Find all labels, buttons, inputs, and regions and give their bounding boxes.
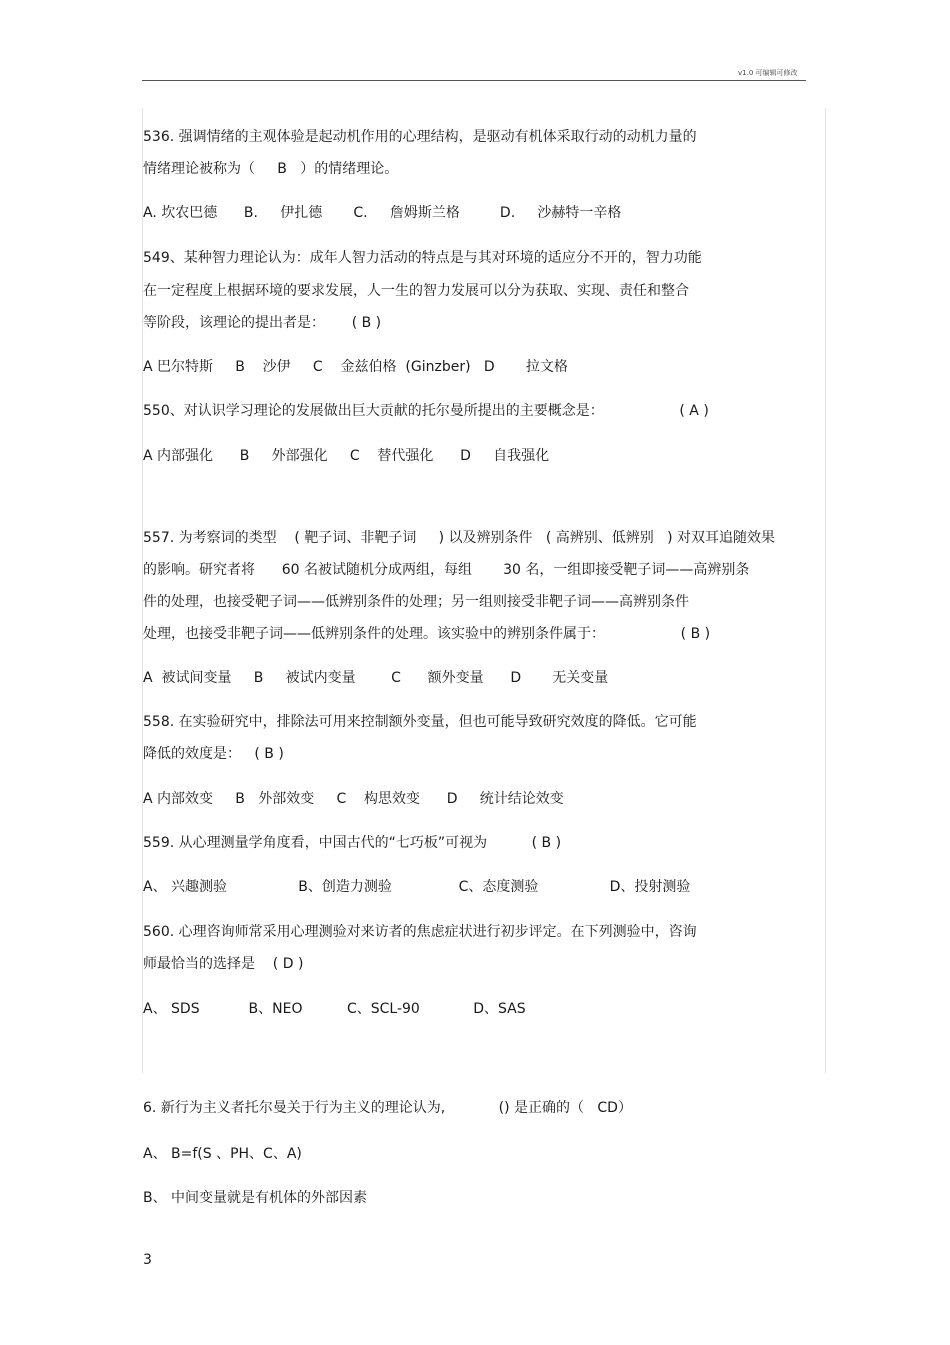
right-margin-rule xyxy=(825,108,826,1073)
text-line: A、 B=f(S 、PH、C、A) xyxy=(143,1146,302,1162)
text-line: A 巴尔特斯 B 沙伊 C 金兹伯格 (Ginzber) D 拉文格 xyxy=(143,359,568,375)
text-line: 降低的效度是： ( B ) xyxy=(143,746,284,762)
text-line: B、 中间变量就是有机体的外部因素 xyxy=(143,1190,368,1206)
text-line: 情绪理论被称为（ B ）的情绪理论。 xyxy=(143,161,399,177)
text-line: 6. 新行为主义者托尔曼关于行为主义的理论认为, () 是正确的（ CD） xyxy=(143,1100,632,1116)
text-line: A 内部效变 B 外部效变 C 构思效变 D 统计结论效变 xyxy=(143,791,564,807)
text-line: A. 坎农巴德 B. 伊扎德 C. 詹姆斯兰格 D. 沙赫特一辛格 xyxy=(143,205,622,221)
text-line: 处理，也接受非靶子词——低辨别条件的处理。该实验中的辨别条件属于： ( B ) xyxy=(143,626,711,642)
page-number: 3 xyxy=(143,1252,152,1268)
header-rule xyxy=(142,80,806,81)
text-line: 549、某种智力理论认为：成年人智力活动的特点是与其对环境的适应分不开的，智力功能 xyxy=(143,250,702,266)
text-line: 的影响。研究者将 60 名被试随机分成两组，每组 30 名，一组即接受靶子词——高辨别条 xyxy=(143,562,750,578)
text-line: A、 兴趣测验 B、创造力测验 C、态度测验 D、投射测验 xyxy=(143,879,691,895)
header-version: v1.0 可编辑可修改 xyxy=(738,69,798,77)
text-line: 550、对认识学习理论的发展做出巨大贡献的托尔曼所提出的主要概念是： ( A ) xyxy=(143,403,709,419)
text-line: 558. 在实验研究中，排除法可用来控制额外变量，但也可能导致研究效度的降低。它可能 xyxy=(143,714,697,730)
text-line: 536. 强调情绪的主观体验是起动机作用的心理结构，是驱动有机体采取行动的动机力量的 xyxy=(143,129,697,145)
text-line: A 内部强化 B 外部强化 C 替代强化 D 自我强化 xyxy=(143,448,550,464)
text-line: 560. 心理咨询师常采用心理测验对来访者的焦虑症状进行初步评定。在下列测验中，咨询 xyxy=(143,924,697,940)
text-line: 557. 为考察词的类型 ( 靶子词、非靶子词 ) 以及辨别条件 ( 高辨别、低辨别 ) 对双耳追随效果 xyxy=(143,530,776,546)
text-line: 师最恰当的选择是 ( D ) xyxy=(143,956,304,972)
text-line: 件的处理，也接受靶子词——低辨别条件的处理；另一组则接受非靶子词——高辨别条件 xyxy=(143,594,689,610)
text-line: A 被试间变量 B 被试内变量 C 额外变量 D 无关变量 xyxy=(143,670,609,686)
text-line: 559. 从心理测量学角度看，中国古代的“七巧板”可视为 ( B ) xyxy=(143,835,562,851)
text-line: 在一定程度上根据环境的要求发展，人一生的智力发展可以分为获取、实现、责任和整合 xyxy=(143,283,689,299)
text-line: 等阶段，该理论的提出者是： ( B ) xyxy=(143,315,382,331)
text-line: A、 SDS B、NEO C、SCL-90 D、SAS xyxy=(143,1001,526,1017)
